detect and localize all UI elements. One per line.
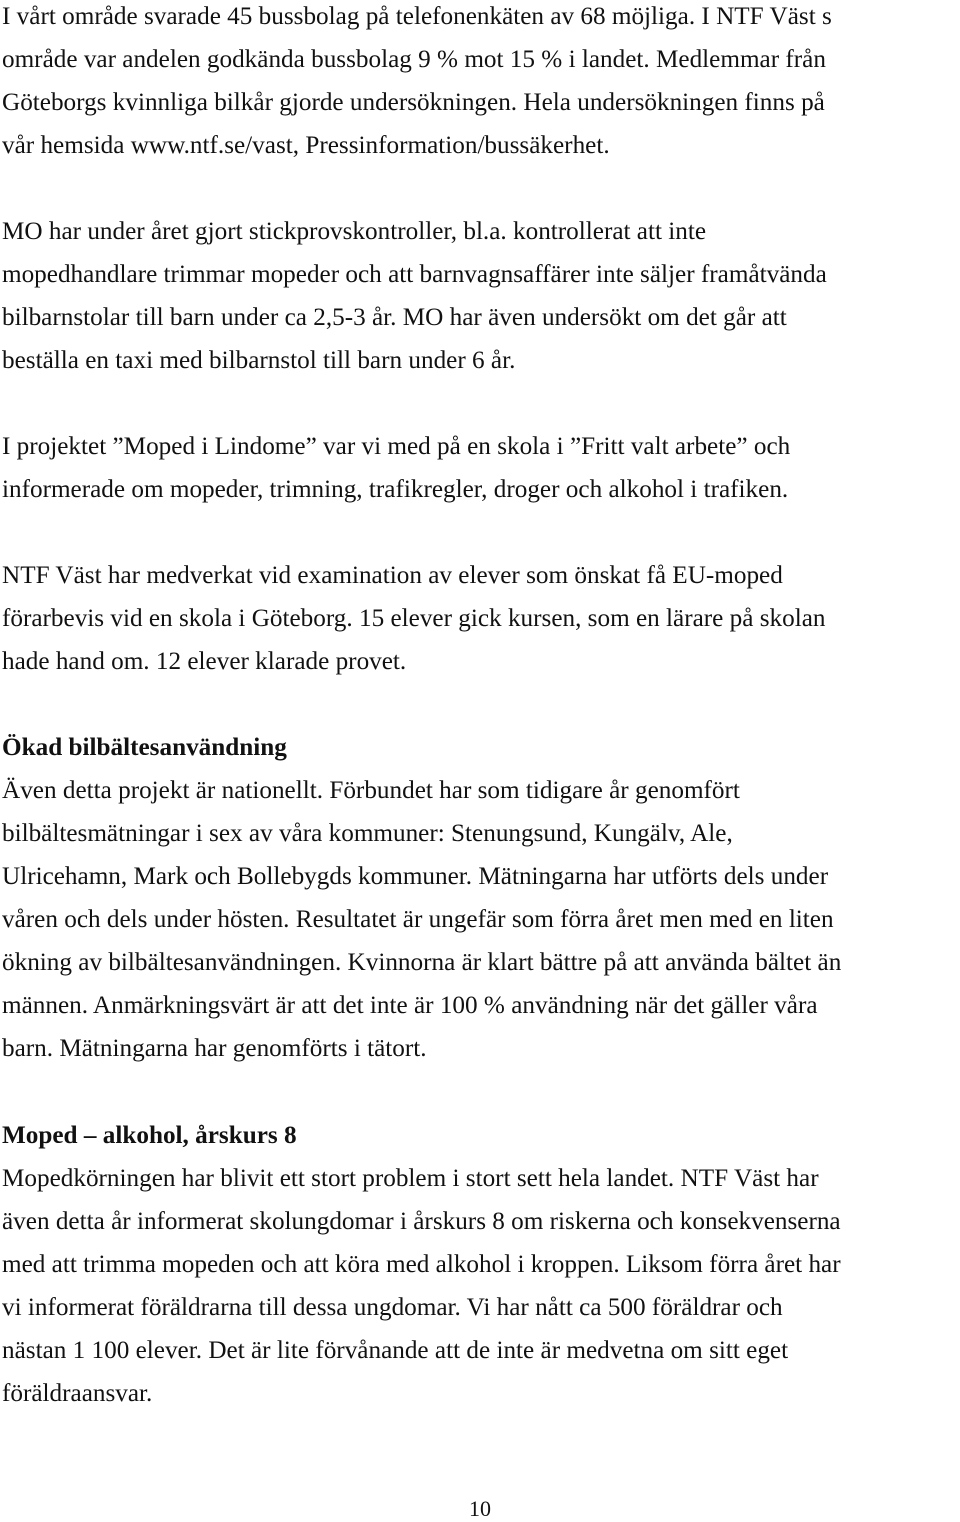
text-line: bilbältesmätningar i sex av våra kommuner: Stenungsund, Kungälv, Ale,: [2, 820, 733, 847]
text-line: ökning av bilbältesanvändningen. Kvinnorna är klart bättre på att använda bältet än: [2, 949, 842, 976]
page-number: 10: [469, 1496, 491, 1521]
section-heading: Moped – alkohol, årskurs 8: [2, 1122, 297, 1149]
text-line: NTF Väst har medverkat vid examination av elever som önskat få EU-moped: [2, 562, 783, 589]
text-line: Även detta projekt är nationellt. Förbundet har som tidigare år genomfört: [2, 777, 740, 804]
text-line: våren och dels under hösten. Resultatet är ungefär som förra året men med en liten: [2, 906, 834, 933]
text-line: även detta år informerat skolungdomar i årskurs 8 om riskerna och konsekvenserna: [2, 1208, 841, 1235]
text-line: vår hemsida www.ntf.se/vast, Pressinformation/bussäkerhet.: [2, 132, 610, 159]
text-line: MO har under året gjort stickprovskontroller, bl.a. kontrollerat att inte: [2, 218, 707, 245]
text-line: med att trimma mopeden och att köra med alkohol i kroppen. Liksom förra året har: [2, 1251, 841, 1278]
text-line: barn. Mätningarna har genomförts i tätort.: [2, 1035, 427, 1062]
text-line: nästan 1 100 elever. Det är lite förvånande att de inte är medvetna om sitt eget: [2, 1337, 789, 1364]
text-line: bilbarnstolar till barn under ca 2,5-3 år. MO har även undersökt om det går att: [2, 304, 787, 331]
text-line: föräldraansvar.: [2, 1380, 153, 1407]
text-line: Mopedkörningen har blivit ett stort problem i stort sett hela landet. NTF Väst har: [2, 1165, 819, 1192]
text-line: mopedhandlare trimmar mopeder och att barnvagnsaffärer inte säljer framåtvända: [2, 261, 827, 288]
text-line: I vårt område svarade 45 bussbolag på telefonenkäten av 68 möjliga. I NTF Väst s: [2, 3, 832, 30]
text-line: förarbevis vid en skola i Göteborg. 15 elever gick kursen, som en lärare på skolan: [2, 605, 826, 632]
text-line: hade hand om. 12 elever klarade provet.: [2, 648, 407, 675]
section-heading: Ökad bilbältesanvändning: [2, 734, 287, 761]
text-line: männen. Anmärkningsvärt är att det inte är 100 % användning när det gäller våra: [2, 992, 818, 1019]
text-line: Ulricehamn, Mark och Bollebygds kommuner. Mätningarna har utförts dels under: [2, 863, 829, 890]
text-line: beställa en taxi med bilbarnstol till barn under 6 år.: [2, 347, 516, 374]
text-line: I projektet ”Moped i Lindome” var vi med på en skola i ”Fritt valt arbete” och: [2, 433, 791, 460]
text-line: område var andelen godkända bussbolag 9 % mot 15 % i landet. Medlemmar från: [2, 46, 826, 73]
text-line: vi informerat föräldrarna till dessa ungdomar. Vi har nått ca 500 föräldrar och: [2, 1294, 783, 1321]
text-line: Göteborgs kvinnliga bilkår gjorde undersökningen. Hela undersökningen finns på: [2, 89, 825, 116]
text-line: informerade om mopeder, trimning, trafikregler, droger och alkohol i trafiken.: [2, 476, 789, 503]
